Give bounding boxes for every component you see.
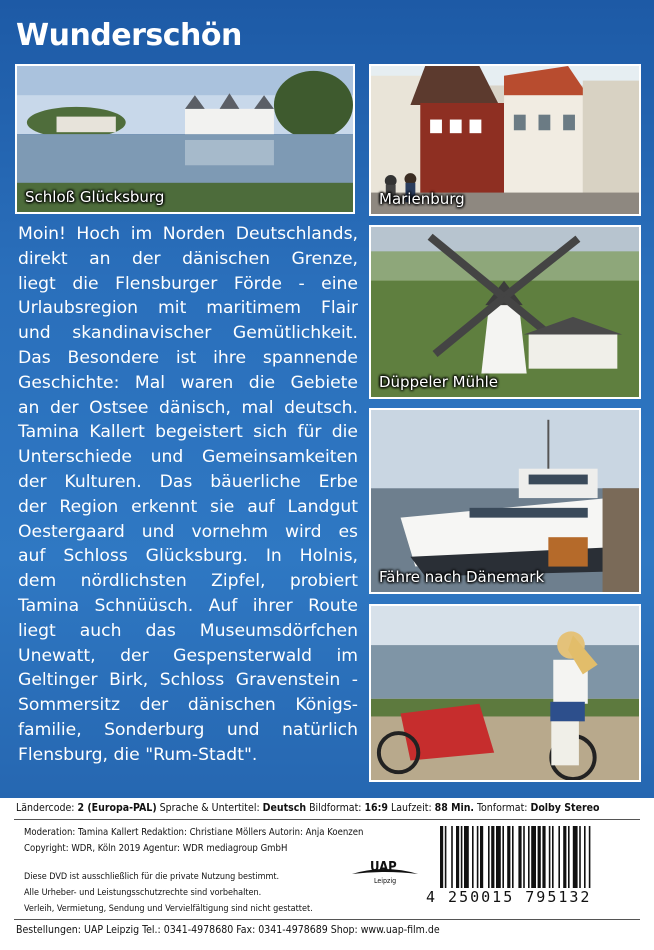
barcode-bar xyxy=(542,826,545,888)
description-line: Tamina Kallert begeistert sich für die xyxy=(18,422,358,443)
barcode-bar xyxy=(584,826,586,888)
windmill-image xyxy=(371,227,639,397)
photo-cyclist xyxy=(369,604,641,782)
barcode-bar xyxy=(445,826,447,888)
logo-brand: UAP xyxy=(370,860,397,875)
photo-marienburg xyxy=(369,64,641,216)
barcode-bar xyxy=(502,826,504,888)
barcode-bar xyxy=(558,826,560,888)
credits xyxy=(24,825,363,857)
barcode-bar xyxy=(552,826,554,888)
legal-line: Diese DVD ist ausschließlich für die private Nutzung bestimmt. xyxy=(24,872,280,882)
barcode-bar xyxy=(451,826,453,888)
barcode-bar xyxy=(496,826,501,888)
spec-label: Bildformat: xyxy=(309,802,362,814)
barcode-bar xyxy=(523,826,525,888)
photo-faehre xyxy=(369,408,641,594)
uap-logo xyxy=(350,860,420,890)
title: Wunderschön xyxy=(16,18,242,53)
barcode-bar xyxy=(464,826,469,888)
barcode-bar xyxy=(456,826,459,888)
spec-value: 2 (Europa-PAL) xyxy=(77,802,157,814)
barcode-bar xyxy=(549,826,551,888)
barcode-bar xyxy=(480,826,483,888)
photo-dueppel xyxy=(369,225,641,399)
caption-faehre: Fähre nach Dänemark xyxy=(379,568,545,586)
photo-gluecksburg xyxy=(15,64,355,214)
spec-value: Dolby Stereo xyxy=(530,802,600,814)
spec-label: Tonformat: xyxy=(477,802,528,814)
description-line: direkt an der dänischen Grenze, xyxy=(18,248,358,269)
spec-value: Deutsch xyxy=(262,802,307,814)
barcode-bar xyxy=(477,826,479,888)
barcode-bar xyxy=(491,826,494,888)
barcode-bar xyxy=(563,826,566,888)
barcode-bar xyxy=(512,826,514,888)
description-line: Moin! Hoch im Norden Deutschlands, xyxy=(18,224,358,244)
description-line: Das Besondere ist ihre spannende xyxy=(18,347,358,368)
description-line: Unterschiede und Gemeinsamkeiten xyxy=(18,447,358,468)
spec-value: 16:9 xyxy=(364,802,388,814)
divider xyxy=(14,919,640,920)
spec-label: Laufzeit: xyxy=(390,802,432,814)
description-line: auf Schloss Glücksburg. In Holnis, xyxy=(18,546,358,567)
logo-city: Leipzig xyxy=(374,877,397,885)
info-panel xyxy=(0,798,654,950)
barcode-bar xyxy=(507,826,510,888)
order-info: Bestellungen: UAP Leipzig Tel.: 0341-4978680 Fax: 0341-4978689 Shop: www.uap-film.de xyxy=(16,924,440,936)
barcode-number: 4 250015 795132 xyxy=(426,888,592,906)
barcode-bar xyxy=(579,826,581,888)
description-line: Geltinger Birk, Schloss Gravenstein - xyxy=(18,670,358,691)
description-line: familie, Sonderburg und natürlich xyxy=(18,719,358,740)
description-line: Tamina Schnüüsch. Auf ihrer Route xyxy=(18,595,358,616)
description-line: Geschichte: Mal waren die Gebiete xyxy=(18,372,358,393)
tech-specs xyxy=(16,802,636,814)
description-line: Oestergaard und vornehm wird es xyxy=(18,521,358,542)
barcode-bar xyxy=(538,826,541,888)
barcode-bar xyxy=(528,826,530,888)
description-line: der Kulturen. Das bäuerliche Erbe xyxy=(18,471,358,492)
description-line: und skandinavischer Gemütlichkeit. xyxy=(18,323,358,344)
legal-line: Verleih, Vermietung, Sendung und Vervielfältigung sind nicht gestattet. xyxy=(24,904,313,914)
credits-line: Copyright: WDR, Köln 2019 Agentur: WDR mediagroup GmbH xyxy=(24,843,288,854)
description-line: Urlaubsregion mit maritimem Flair xyxy=(18,298,358,319)
caption-gluecksburg: Schloß Glücksburg xyxy=(25,188,165,206)
credits-line: Moderation: Tamina Kallert Redaktion: Christiane Möllers Autorin: Anja Koenzen xyxy=(24,827,364,838)
barcode-bar xyxy=(518,826,521,888)
cyclist-image xyxy=(371,606,639,780)
description-line: an der Ostsee dänisch, mal deutsch. xyxy=(18,397,358,418)
barcode-bar xyxy=(531,826,536,888)
description-line: Sommersitz der dänischen Königs- xyxy=(18,695,358,716)
barcode-bar xyxy=(461,826,463,888)
divider xyxy=(14,819,640,820)
barcode-bar xyxy=(573,826,578,888)
description-line: liegt auch das Museumsdörfchen xyxy=(18,620,358,641)
caption-marienburg: Marienburg xyxy=(379,190,465,208)
barcode-bar xyxy=(589,826,591,888)
spec-label: Ländercode: xyxy=(16,802,75,814)
description xyxy=(18,222,358,768)
ferry-image xyxy=(371,410,639,592)
barcode-bar xyxy=(488,826,490,888)
spec-value: 88 Min. xyxy=(434,802,475,814)
description-line: Unewatt, der Gespensterwald im xyxy=(18,645,358,666)
description-line: Flensburg, die "Rum-Stadt". xyxy=(18,744,258,765)
barcode-bar xyxy=(472,826,474,888)
description-line: liegt die Flensburger Förde - eine xyxy=(18,273,358,294)
spec-label: Sprache & Untertitel: xyxy=(159,802,260,814)
legal-line: Alle Urheber- und Leistungsschutzrechte sind vorbehalten. xyxy=(24,888,262,898)
barcode-bar xyxy=(568,826,570,888)
caption-dueppel: Düppeler Mühle xyxy=(379,373,499,391)
description-line: der Region erkennt sie auf Landgut xyxy=(18,496,358,517)
description-line: dem nördlichsten Zipfel, probiert xyxy=(18,571,358,592)
barcode xyxy=(440,826,635,888)
legal-notice xyxy=(24,869,313,917)
barcode-bar xyxy=(440,826,443,888)
